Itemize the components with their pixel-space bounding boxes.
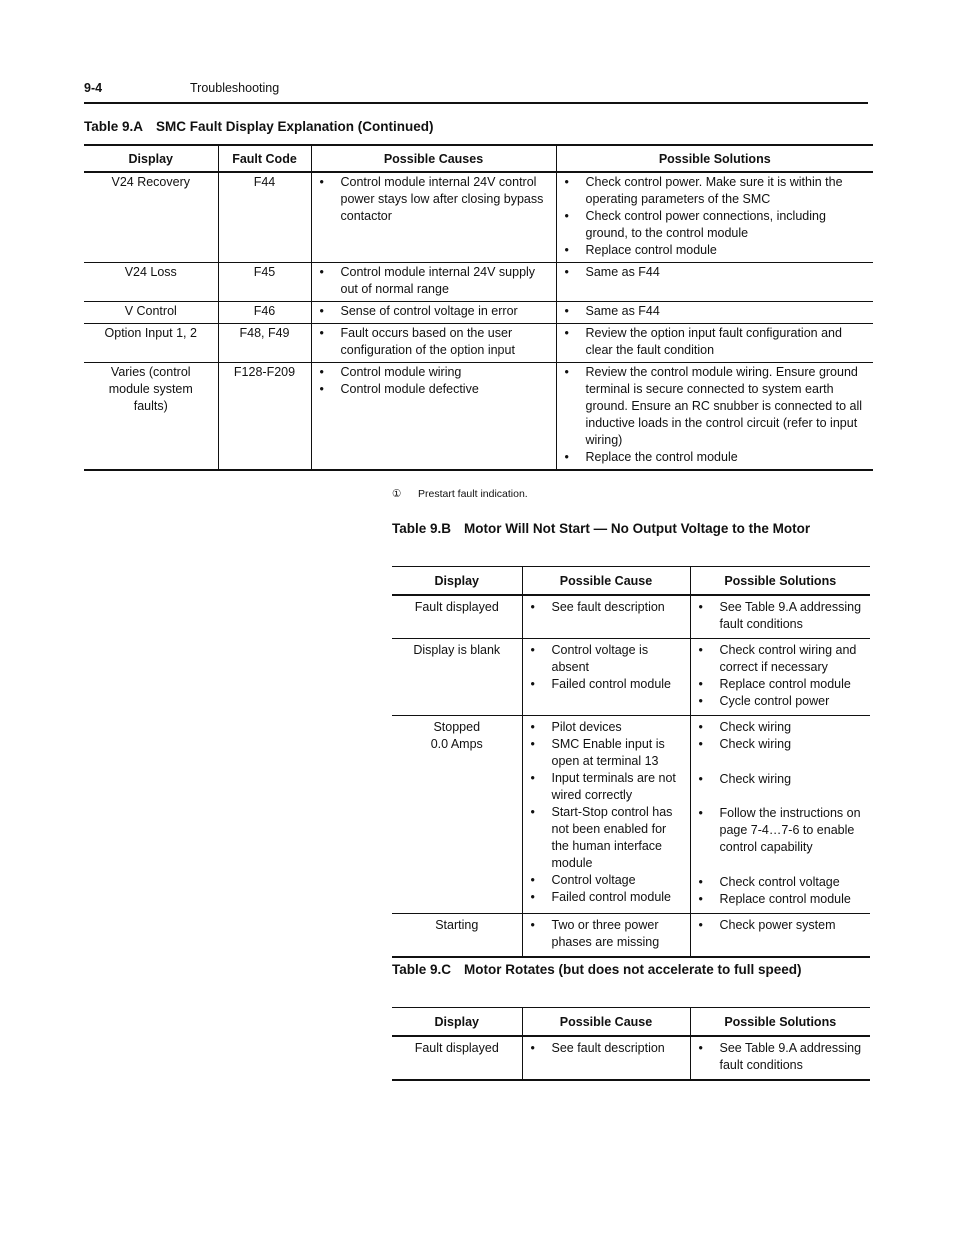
table-b-header-row [392,567,870,595]
cause-cell-list [523,599,690,616]
fault-code-cell: F44 [218,172,311,263]
cause-cell-list [523,1040,690,1057]
solutions-cell [556,324,873,363]
table-c-caption [392,961,802,978]
cause-cell [522,913,690,957]
table-b-title: Motor Will Not Start — No Output Voltage to the Motor [464,521,811,536]
cause-cell [522,638,690,715]
table-row [84,324,873,363]
bullet-item: • Replace control module [691,676,871,693]
table-c-header-cause: Possible Cause [522,1008,690,1036]
table-c-header-display: Display [392,1008,522,1036]
table-c-header-solutions: Possible Solutions [690,1008,870,1036]
fault-code-cell: F45 [218,263,311,302]
causes-cell [311,172,556,263]
display-cell: V Control [84,302,218,324]
display-cell: Stopped 0.0 Amps [392,715,522,913]
display-cell: V24 Recovery [84,172,218,263]
causes-cell [311,302,556,324]
causes-cell [311,363,556,471]
display-cell: V24 Loss [84,263,218,302]
display-cell: Fault displayed [392,595,522,639]
display-cell: Display is blank [392,638,522,715]
section-title: Troubleshooting [190,81,280,95]
solutions-cell [556,363,873,471]
footnote [392,486,528,503]
bullet-item: • Replace control module [557,242,874,259]
bullet-item: • Cycle control power [691,693,871,710]
table-row [392,715,870,913]
bullet-item: • Replace the control module [557,449,874,466]
solutions-cell [690,913,870,957]
bullet-item: • See fault description [523,1040,690,1057]
causes-cell-list [312,174,556,225]
table-row [392,1036,870,1080]
table-c-header-row [392,1008,870,1036]
table-b-caption [392,520,810,537]
page-number: 9-4 [84,81,103,95]
solutions-cell-list [691,599,871,633]
table-a-caption [84,118,434,135]
solutions-cell-list [691,642,871,710]
bullet-item: • Failed control module [523,889,690,906]
cause-cell-list [523,642,690,693]
table-a [84,144,873,471]
table-a-header-row [84,145,873,172]
bullet-item: • Check control power. Make sure it is within the operating parameters of the SMC [557,174,874,208]
table-c-label: Table 9.C [392,962,452,977]
table-row [392,595,870,639]
bullet-item: • Control module internal 24V control power stays low after closing bypass contactor [312,174,556,225]
table-a-header-code: Fault Code [218,145,311,172]
solutions-cell [690,715,870,913]
display-cell: Starting [392,913,522,957]
footnote-text: Prestart fault indication. [418,488,528,500]
solutions-cell [556,302,873,324]
bullet-item: • Check control voltage [691,874,871,891]
bullet-item: • Failed control module [523,676,690,693]
cause-cell-list [523,719,690,906]
cause-cell [522,595,690,639]
table-row [84,263,873,302]
causes-cell-list [312,264,556,298]
table-a-header-causes: Possible Causes [311,145,556,172]
table-row [84,363,873,471]
bullet-item: • Control voltage is absent [523,642,690,676]
fault-code-cell: F128-F209 [218,363,311,471]
bullet-item: • Check wiring [691,771,871,788]
cause-cell [522,715,690,913]
causes-cell-list [312,325,556,359]
table-b-header-display: Display [392,567,522,595]
bullet-item: • Same as F44 [557,264,874,281]
table-c [392,1007,870,1081]
solutions-cell-list [557,325,874,359]
display-cell: Option Input 1, 2 [84,324,218,363]
causes-cell [311,263,556,302]
bullet-item: • Control voltage [523,872,690,889]
bullet-item: • Follow the instructions on page 7-4…7-6 to enable control capability [691,805,871,856]
table-b-header-solutions: Possible Solutions [690,567,870,595]
bullet-item: • Fault occurs based on the user configuration of the option input [312,325,556,359]
table-c-title: Motor Rotates (but does not accelerate to full speed) [464,962,802,977]
table-row [84,172,873,263]
causes-cell [311,324,556,363]
causes-cell-list [312,364,556,398]
bullet-item: • Same as F44 [557,303,874,320]
bullet-item: • SMC Enable input is open at terminal 13 [523,736,690,770]
display-cell: Fault displayed [392,1036,522,1080]
table-a-header-solutions: Possible Solutions [556,145,873,172]
bullet-item: • Check power system [691,917,871,934]
bullet-item: • Sense of control voltage in error [312,303,556,320]
bullet-item: • Control module internal 24V supply out of normal range [312,264,556,298]
causes-cell-list [312,303,556,320]
bullet-item: • Check wiring [691,719,871,736]
solutions-cell-list [691,917,871,934]
bullet-item: • Two or three power phases are missing [523,917,690,951]
solutions-cell [690,1036,870,1080]
bullet-item: • Check control power connections, including ground, to the control module [557,208,874,242]
cause-cell-list [523,917,690,951]
cause-cell [522,1036,690,1080]
footnote-mark: ① [392,488,402,500]
bullet-item: • See Table 9.A addressing fault conditions [691,1040,871,1074]
solutions-cell-list [691,719,871,908]
table-a-label: Table 9.A [84,119,144,134]
fault-code-cell: F46 [218,302,311,324]
bullet-item: • See fault description [523,599,690,616]
fault-code-cell: F48, F49 [218,324,311,363]
bullet-item: • Control module wiring [312,364,556,381]
solutions-cell [690,595,870,639]
bullet-item: • Pilot devices [523,719,690,736]
solutions-cell-list [557,303,874,320]
solutions-cell-list [691,1040,871,1074]
bullet-item: • Start-Stop control has not been enabled for the human interface module [523,804,690,872]
bullet-item: • Control module defective [312,381,556,398]
solutions-cell [556,263,873,302]
table-row [84,302,873,324]
bullet-item: • Check control wiring and correct if necessary [691,642,871,676]
bullet-item: • Input terminals are not wired correctly [523,770,690,804]
table-a-header-display: Display [84,145,218,172]
bullet-item: • Review the control module wiring. Ensure ground terminal is secure connected to system earth ground. Ensure an RC snubber is connected to all inductive loads in the control circuit (refer to input wiring) [557,364,874,449]
table-b-label: Table 9.B [392,521,452,536]
table-a-title: SMC Fault Display Explanation (Continued) [156,119,434,134]
solutions-cell [556,172,873,263]
solutions-cell-list [557,174,874,259]
bullet-item: • Check wiring [691,736,871,753]
solutions-cell [690,638,870,715]
header-rule [84,102,868,104]
bullet-item: • Review the option input fault configuration and clear the fault condition [557,325,874,359]
table-row [392,638,870,715]
solutions-cell-list [557,264,874,281]
table-b [392,566,870,958]
solutions-cell-list [557,364,874,466]
table-row [392,913,870,957]
bullet-item: • See Table 9.A addressing fault conditions [691,599,871,633]
bullet-item: • Replace control module [691,891,871,908]
display-cell: Varies (control module system faults) [84,363,218,471]
table-b-header-cause: Possible Cause [522,567,690,595]
